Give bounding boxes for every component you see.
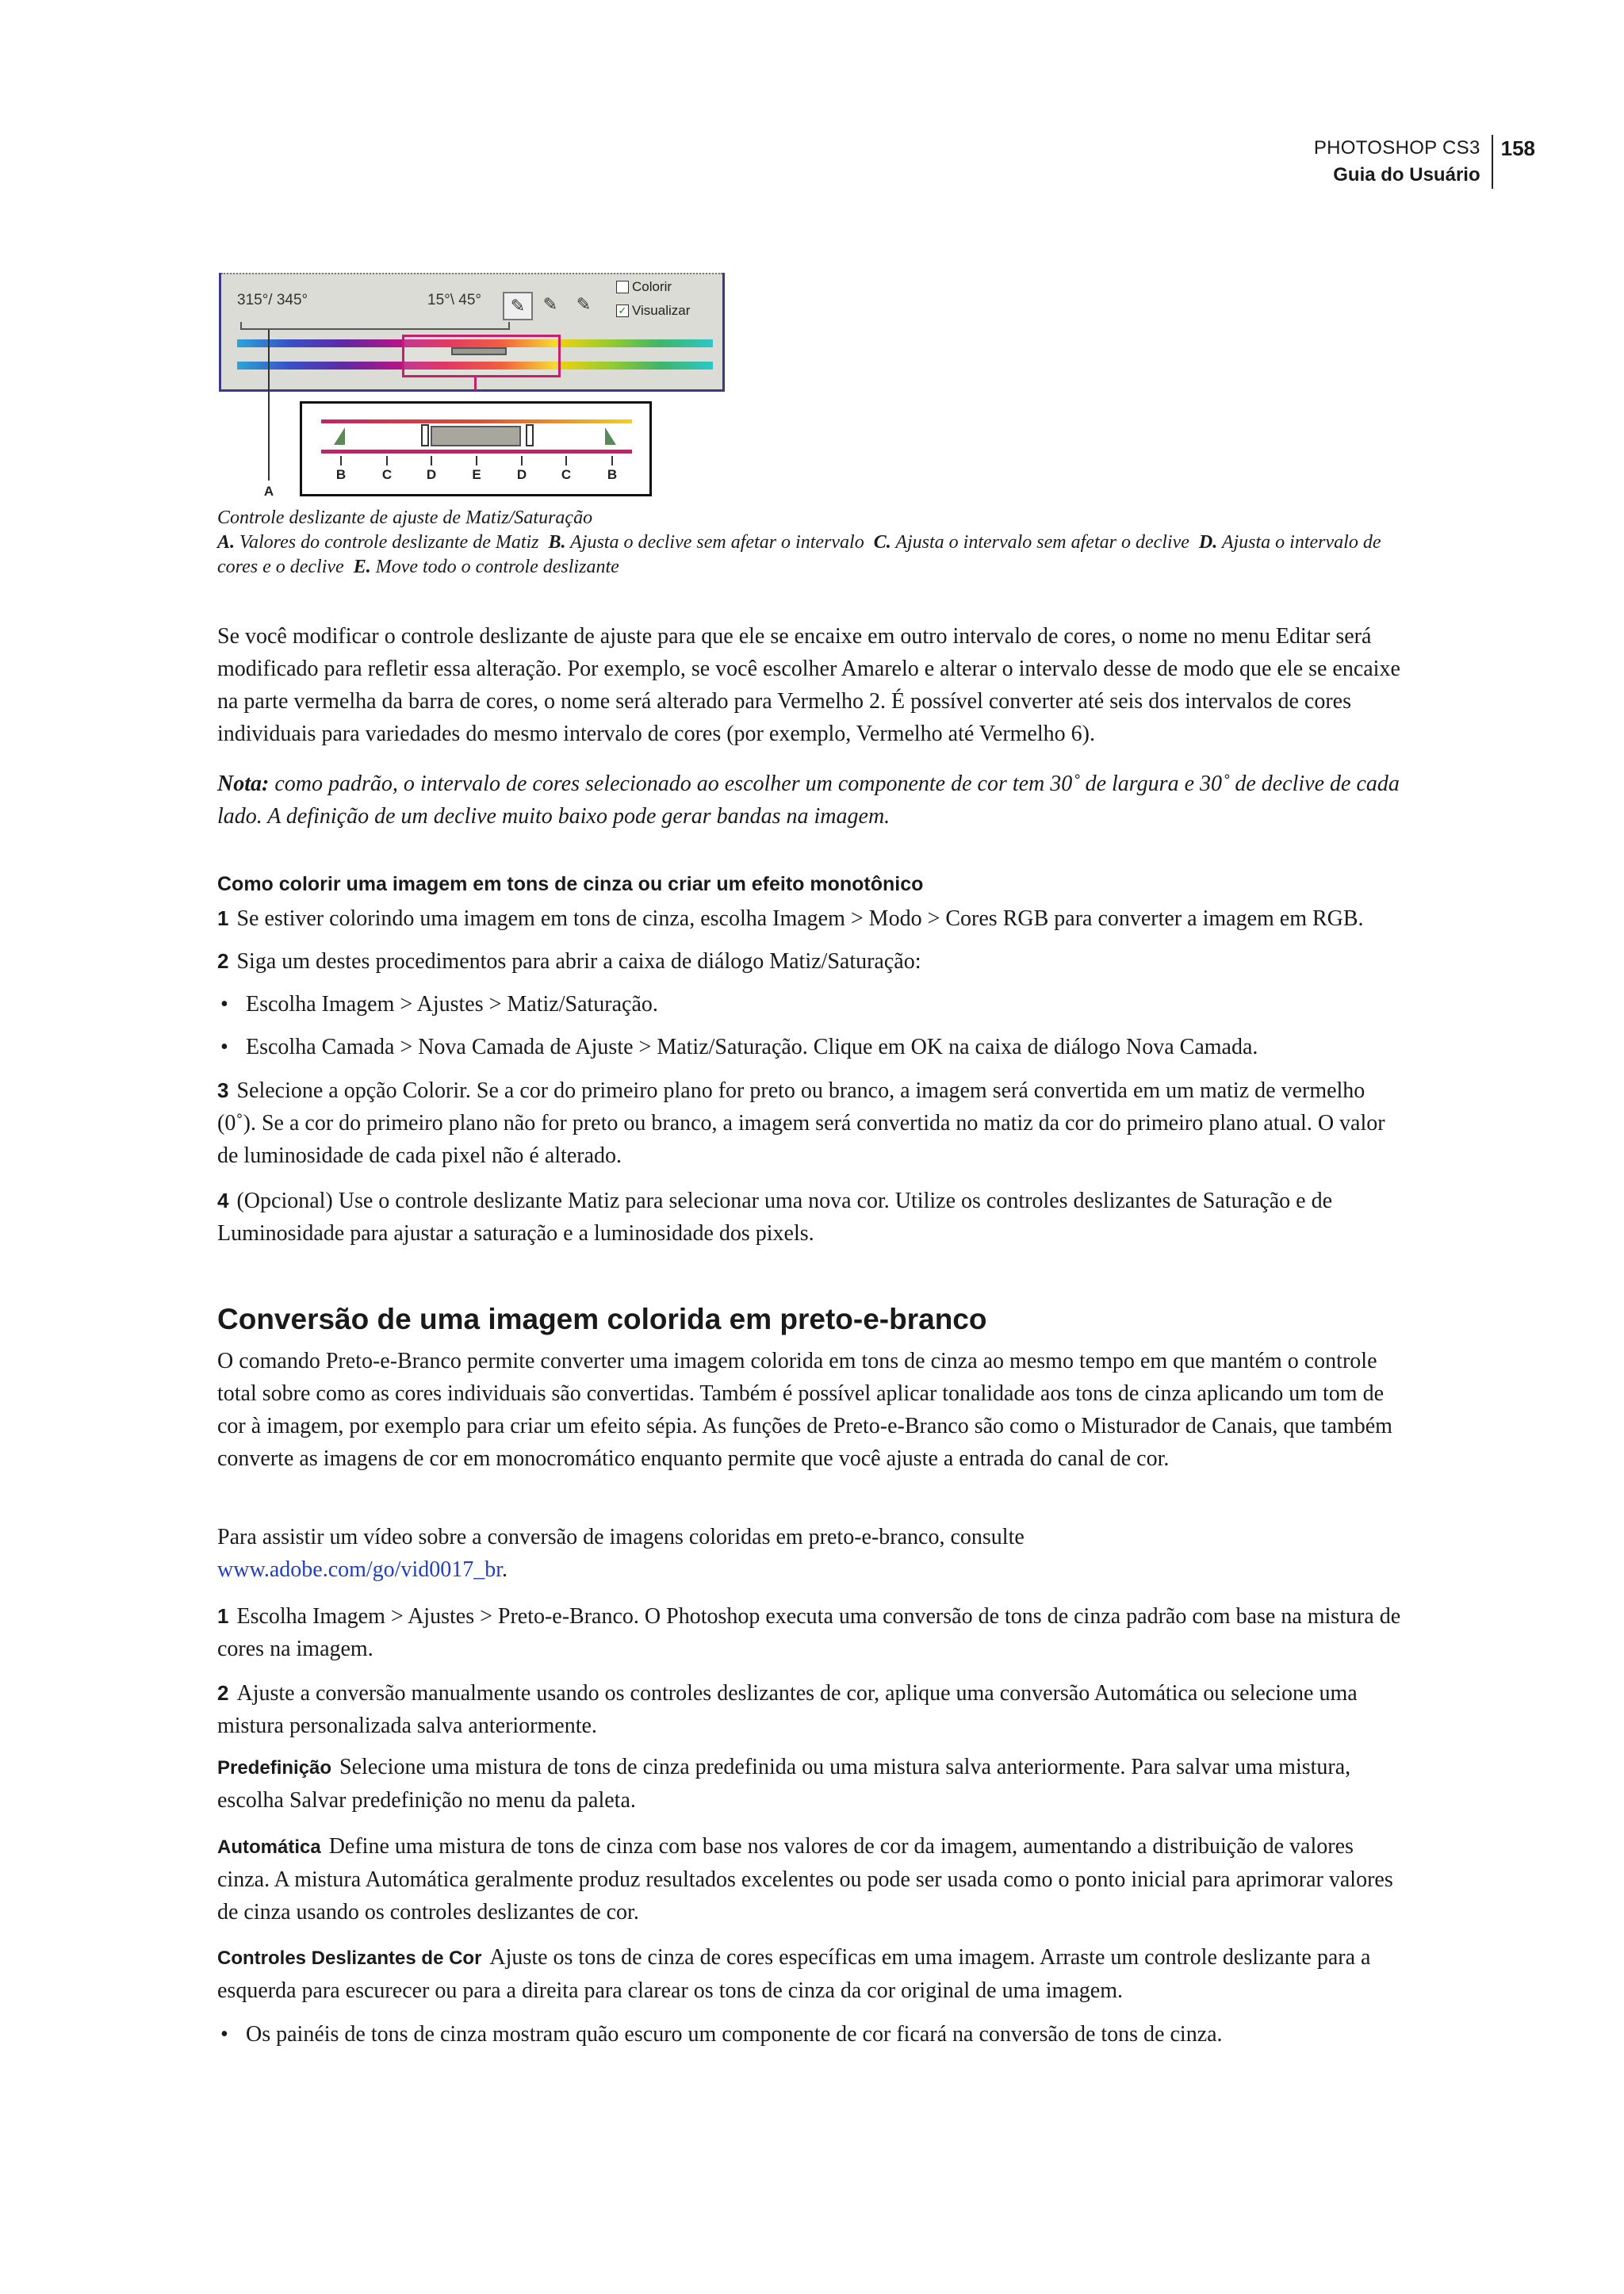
- colorize-bullet-1: [217, 988, 1407, 1021]
- colorize-step-1: [217, 902, 1407, 935]
- video-link[interactable]: www.adobe.com/go/vid0017_br: [217, 1557, 503, 1582]
- caption-item: Valores do controle deslizante de Matiz: [239, 532, 539, 553]
- tick-c-left: [386, 456, 388, 465]
- tick-b-left: [340, 456, 342, 465]
- colorize-step-3: [217, 1074, 1407, 1172]
- bullet-dot: •: [220, 1035, 228, 1059]
- adjustment-slider-highlight[interactable]: [402, 335, 561, 377]
- zoom-range-bar: [321, 450, 632, 454]
- callout-a-line: [268, 330, 270, 481]
- def-predefinicao: [217, 1751, 1407, 1817]
- def-term: Controles Deslizantes de Cor: [217, 1947, 482, 1969]
- tick-b-right: [611, 456, 613, 465]
- caption-key: E.: [353, 557, 371, 577]
- caption-item: Move todo o controle deslizante: [375, 557, 619, 577]
- colorize-step-2: [217, 945, 1407, 978]
- bw-para-2-text: Para assistir um vídeo sobre a conversão de imagens coloridas em preto-e-branco, consulte: [217, 1525, 1025, 1549]
- preview-checkbox[interactable]: [616, 303, 690, 319]
- callout-e: E: [472, 467, 481, 482]
- zoom-color-bar: [321, 419, 632, 423]
- page-number: 158: [1500, 136, 1535, 160]
- checkbox-checked-icon: ✓: [616, 304, 629, 317]
- adjustment-slider-range[interactable]: [451, 347, 507, 355]
- eyedropper-plus-icon[interactable]: ✎: [542, 294, 558, 314]
- step-number: 2: [217, 1681, 229, 1705]
- def-controles: [217, 1941, 1407, 2007]
- def-automatica: [217, 1830, 1407, 1928]
- range-right-handle[interactable]: [526, 424, 534, 446]
- angle-bracket: [240, 322, 510, 330]
- hue-angle-left: 315°/ 345°: [237, 292, 308, 308]
- intro-text: Se você modificar o controle deslizante de ajuste para que ele se encaixe em outro intervalo de cores, o nome no menu Editar será modificado para refletir essa alteração. Por exemplo, se você escolher Amarelo e alterar o intervalo desse de modo que ele se encaixe na parte vermelha da barra de cores, o nome será alterado para Vermelho 2. É possível converter até seis dos intervalos de cores individuais para variedades do mesmo intervalo de cores (por exemplo, Vermelho até Vermelho 6).: [217, 624, 1400, 746]
- panel-top-border: [221, 273, 722, 274]
- caption-item: Ajusta o intervalo sem afetar o declive: [895, 532, 1189, 553]
- caption-item: Ajusta o intervalo de cores e o declive: [217, 532, 1381, 577]
- callout-c: C: [381, 467, 393, 482]
- preview-label: Visualizar: [632, 303, 691, 318]
- hue-saturation-panel: [219, 273, 725, 392]
- running-header: [1314, 135, 1535, 189]
- def-text: Selecione uma mistura de tons de cinza predefinida ou uma mistura salva anteriormente. Para salvar uma mistura, escolha Salvar predefinição no menu da paleta.: [217, 1755, 1351, 1813]
- step-number: 3: [217, 1078, 229, 1102]
- caption-key: B.: [548, 532, 566, 553]
- callout-d: D: [516, 467, 527, 482]
- caption-title: Controle deslizante de ajuste de Matiz/Saturação: [217, 507, 593, 528]
- bullet-text: Os painéis de tons de cinza mostram quão escuro um componente de cor ficará na conversão de tons de cinza.: [246, 2022, 1223, 2047]
- def-text: Ajuste os tons de cinza de cores específicas em uma imagem. Arraste um controle deslizante para a esquerda para escurecer ou para a direita para clarear os tons de cinza da cor original de uma imagem.: [217, 1945, 1371, 2003]
- caption-key: A.: [217, 532, 236, 553]
- eyedropper-icon[interactable]: ✎: [503, 292, 533, 320]
- colorize-step-4: [217, 1185, 1407, 1250]
- step-text: Se estiver colorindo uma imagem em tons de cinza, escolha Imagem > Modo > Cores RGB para converter a imagem em RGB.: [236, 906, 1364, 931]
- step-number: 2: [217, 949, 229, 973]
- callout-d: D: [426, 467, 437, 482]
- figure-caption: [217, 506, 1407, 580]
- callout-b: B: [335, 467, 347, 482]
- step-text: Ajuste a conversão manualmente usando os controles deslizantes de cor, aplique uma conversão Automática ou selecione uma mistura personalizada salva anteriormente.: [217, 1681, 1358, 1738]
- guide-name: Guia do Usuário: [1333, 164, 1480, 186]
- intro-paragraph: [217, 620, 1407, 750]
- zoomed-slider: [300, 401, 652, 496]
- range-center-bar[interactable]: [431, 426, 521, 446]
- colorize-bullet-2: [217, 1031, 1407, 1063]
- tick-d-left: [431, 456, 432, 465]
- product-name: PHOTOSHOP CS3: [1313, 137, 1480, 159]
- colorize-section: [217, 868, 1407, 901]
- bw-para-1: [217, 1345, 1407, 1475]
- hue-angle-right: 15°\ 45°: [427, 292, 482, 308]
- zoom-connector: [474, 377, 477, 390]
- colorize-checkbox[interactable]: [616, 279, 672, 295]
- caption-key: D.: [1198, 532, 1218, 553]
- bw-heading: Conversão de uma imagem colorida em preto-e-branco: [217, 1303, 987, 1335]
- bullet-text: Escolha Imagem > Ajustes > Matiz/Saturação.: [246, 992, 658, 1017]
- bullet-dot: •: [220, 2022, 228, 2047]
- step-text: Escolha Imagem > Ajustes > Preto-e-Branco. O Photoshop executa uma conversão de tons de cinza padrão com base na mistura de cores na imagem.: [217, 1604, 1401, 1661]
- bw-step-1: [217, 1600, 1407, 1665]
- step-text: Selecione a opção Colorir. Se a cor do primeiro plano for preto ou branco, a imagem será convertida em um matiz de vermelho (0˚). Se a cor do primeiro plano não for preto ou branco, a imagem será convertida no matiz da cor do primeiro plano atual. O valor de luminosidade de cada pixel não é alterado.: [217, 1078, 1385, 1168]
- tick-e: [476, 456, 477, 465]
- note-label: Nota:: [217, 772, 270, 796]
- caption-legend: [217, 530, 1407, 580]
- hue-saturation-figure: [216, 273, 731, 511]
- bw-bullet-1: [217, 2018, 1407, 2051]
- note-paragraph: [217, 768, 1407, 833]
- colorize-label: Colorir: [632, 279, 672, 294]
- checkbox-empty-icon: [616, 281, 629, 293]
- link-period: .: [502, 1557, 508, 1582]
- def-term: Predefinição: [217, 1757, 332, 1779]
- callout-c: C: [561, 467, 572, 482]
- tick-c-right: [565, 456, 567, 465]
- bw-para-1-text: O comando Preto-e-Branco permite converter uma imagem colorida em tons de cinza ao mesmo tempo em que mantém o controle total sobre como as cores individuais são convertidas. Também é possível aplicar tonalidade aos tons de cinza aplicando um tom de cor à imagem, por exemplo para criar um efeito sépia. As funções de Preto-e-Branco são como o Misturador de Canais, que também converte as imagens de cor em monocromático enquanto permite que você ajuste a entrada do canal de cor.: [217, 1349, 1392, 1471]
- caption-key: C.: [873, 532, 891, 553]
- callout-a: A: [263, 484, 274, 499]
- step-text: (Opcional) Use o controle deslizante Matiz para selecionar uma nova cor. Utilize os controles deslizantes de Saturação e de Luminosidade para ajustar a saturação e a luminosidade dos pixels.: [217, 1189, 1333, 1246]
- note-text: como padrão, o intervalo de cores selecionado ao escolher um componente de cor tem 30˚ de largura e 30˚ de declive de cada lado. A definição de um declive muito baixo pode gerar bandas na imagem.: [217, 772, 1400, 829]
- colorize-heading: Como colorir uma imagem em tons de cinza ou criar um efeito monotônico: [217, 873, 924, 895]
- bw-para-2: [217, 1521, 1407, 1586]
- def-text: Define uma mistura de tons de cinza com base nos valores de cor da imagem, aumentando a distribuição de valores cinza. A mistura Automática geralmente produz resultados excelentes ou pode ser usada como o ponto inicial para aprimorar valores de cinza usando os controles deslizantes de cor.: [217, 1834, 1393, 1924]
- eyedropper-minus-icon[interactable]: ✎: [576, 294, 592, 314]
- def-term: Automática: [217, 1836, 321, 1858]
- caption-item: Ajusta o declive sem afetar o intervalo: [570, 532, 864, 553]
- bullet-text: Escolha Camada > Nova Camada de Ajuste > Matiz/Saturação. Clique em OK na caixa de diálogo Nova Camada.: [246, 1035, 1258, 1059]
- step-text: Siga um destes procedimentos para abrir a caixa de diálogo Matiz/Saturação:: [236, 949, 921, 974]
- callout-b: B: [607, 467, 618, 482]
- step-number: 1: [217, 1604, 229, 1628]
- bullet-dot: •: [220, 992, 228, 1017]
- tick-d-right: [521, 456, 523, 465]
- bw-heading-block: [217, 1302, 1407, 1337]
- falloff-right-handle[interactable]: [605, 427, 616, 445]
- step-number: 1: [217, 906, 229, 930]
- header-text: [1314, 135, 1493, 189]
- range-left-handle[interactable]: [421, 424, 429, 446]
- step-number: 4: [217, 1189, 229, 1212]
- bw-step-2: [217, 1677, 1407, 1742]
- falloff-left-handle[interactable]: [334, 427, 345, 445]
